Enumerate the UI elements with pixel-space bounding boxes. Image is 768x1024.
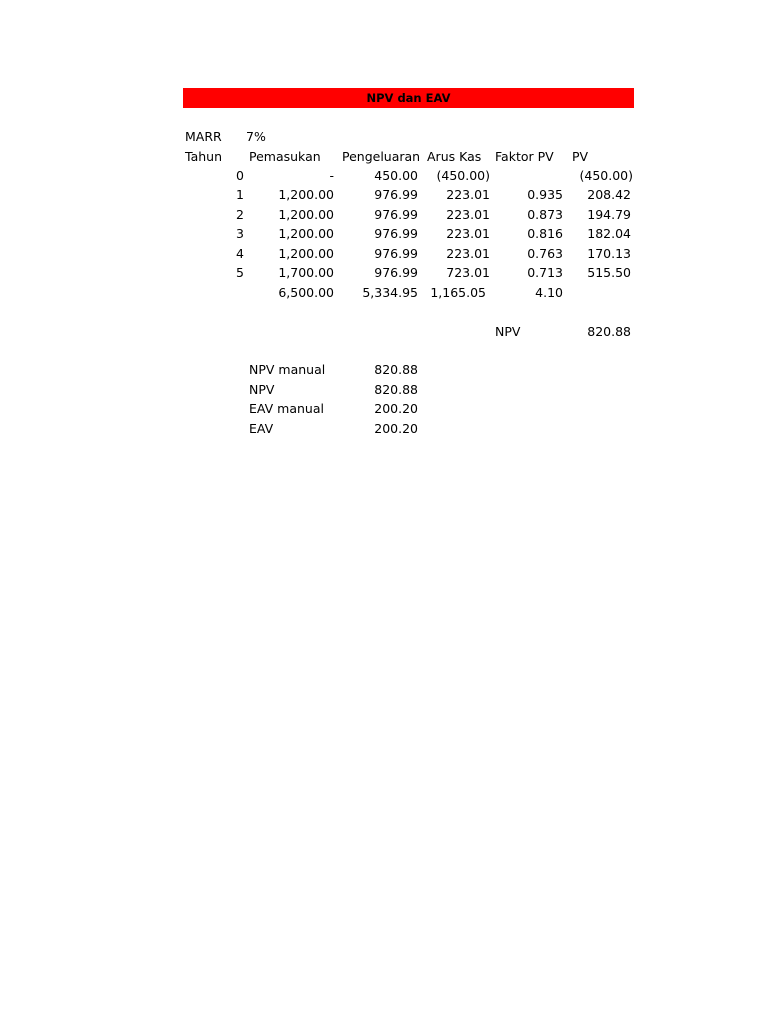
total-pengeluaran: 5,334.95 <box>362 285 418 300</box>
row-0-pengeluaran: 450.00 <box>374 168 418 183</box>
row-0-faktor-pv <box>490 166 563 185</box>
row-1-pengeluaran: 976.99 <box>374 187 418 202</box>
row-4-arus-kas: 223.01 <box>446 246 490 261</box>
row-4-pengeluaran: 976.99 <box>374 246 418 261</box>
row-5-faktor-pv: 0.713 <box>527 265 563 280</box>
header-pemasukan: Pemasukan <box>249 149 321 164</box>
row-0-arus-kas: (450.00) <box>436 168 490 183</box>
summary-value-eav-manual: 200.20 <box>374 401 418 416</box>
total-faktor-pv: 4.10 <box>535 285 563 300</box>
summary-value-eav: 200.20 <box>374 421 418 436</box>
row-2-pengeluaran: 976.99 <box>374 207 418 222</box>
total-arus-kas: 1,165.05 <box>430 285 486 300</box>
row-5-pengeluaran: 976.99 <box>374 265 418 280</box>
header-arus-kas: Arus Kas <box>427 149 482 164</box>
summary-label-eav: EAV <box>249 421 274 436</box>
npv-label: NPV <box>495 324 521 339</box>
row-1-tahun: 1 <box>236 187 244 202</box>
row-2-arus-kas: 223.01 <box>446 207 490 222</box>
marr-label: MARR <box>185 129 222 144</box>
header-tahun: Tahun <box>185 149 222 164</box>
marr-value: 7% <box>246 129 266 144</box>
row-3-pemasukan: 1,200.00 <box>278 226 334 241</box>
row-4-tahun: 4 <box>236 246 244 261</box>
row-2-pemasukan: 1,200.00 <box>278 207 334 222</box>
row-2-pv: 194.79 <box>587 207 631 222</box>
row-0-tahun: 0 <box>236 168 244 183</box>
npv-value: 820.88 <box>587 324 631 339</box>
row-3-pengeluaran: 976.99 <box>374 226 418 241</box>
summary-value-npv-manual: 820.88 <box>374 362 418 377</box>
sheet-title-banner: NPV dan EAV <box>183 88 634 108</box>
row-3-pv: 182.04 <box>587 226 631 241</box>
header-pv: PV <box>572 149 589 164</box>
row-1-pemasukan: 1,200.00 <box>278 187 334 202</box>
row-5-arus-kas: 723.01 <box>446 265 490 280</box>
row-5-pv: 515.50 <box>587 265 631 280</box>
row-1-arus-kas: 223.01 <box>446 187 490 202</box>
summary-label-npv: NPV <box>249 382 275 397</box>
row-4-pemasukan: 1,200.00 <box>278 246 334 261</box>
row-2-faktor-pv: 0.873 <box>527 207 563 222</box>
row-3-faktor-pv: 0.816 <box>527 226 563 241</box>
row-5-tahun: 5 <box>236 265 244 280</box>
row-0-pemasukan: - <box>329 168 334 183</box>
header-faktor-pv: Faktor PV <box>495 149 554 164</box>
total-pemasukan: 6,500.00 <box>278 285 334 300</box>
row-5-pemasukan: 1,700.00 <box>278 265 334 280</box>
row-0-pv: (450.00) <box>579 168 633 183</box>
row-1-pv: 208.42 <box>587 187 631 202</box>
summary-label-npv-manual: NPV manual <box>249 362 326 377</box>
row-2-tahun: 2 <box>236 207 244 222</box>
summary-label-eav-manual: EAV manual <box>249 401 324 416</box>
row-3-tahun: 3 <box>236 226 244 241</box>
row-4-pv: 170.13 <box>587 246 631 261</box>
summary-value-npv: 820.88 <box>374 382 418 397</box>
row-3-arus-kas: 223.01 <box>446 226 490 241</box>
row-1-faktor-pv: 0.935 <box>527 187 563 202</box>
header-pengeluaran: Pengeluaran <box>342 149 421 164</box>
row-4-faktor-pv: 0.763 <box>527 246 563 261</box>
